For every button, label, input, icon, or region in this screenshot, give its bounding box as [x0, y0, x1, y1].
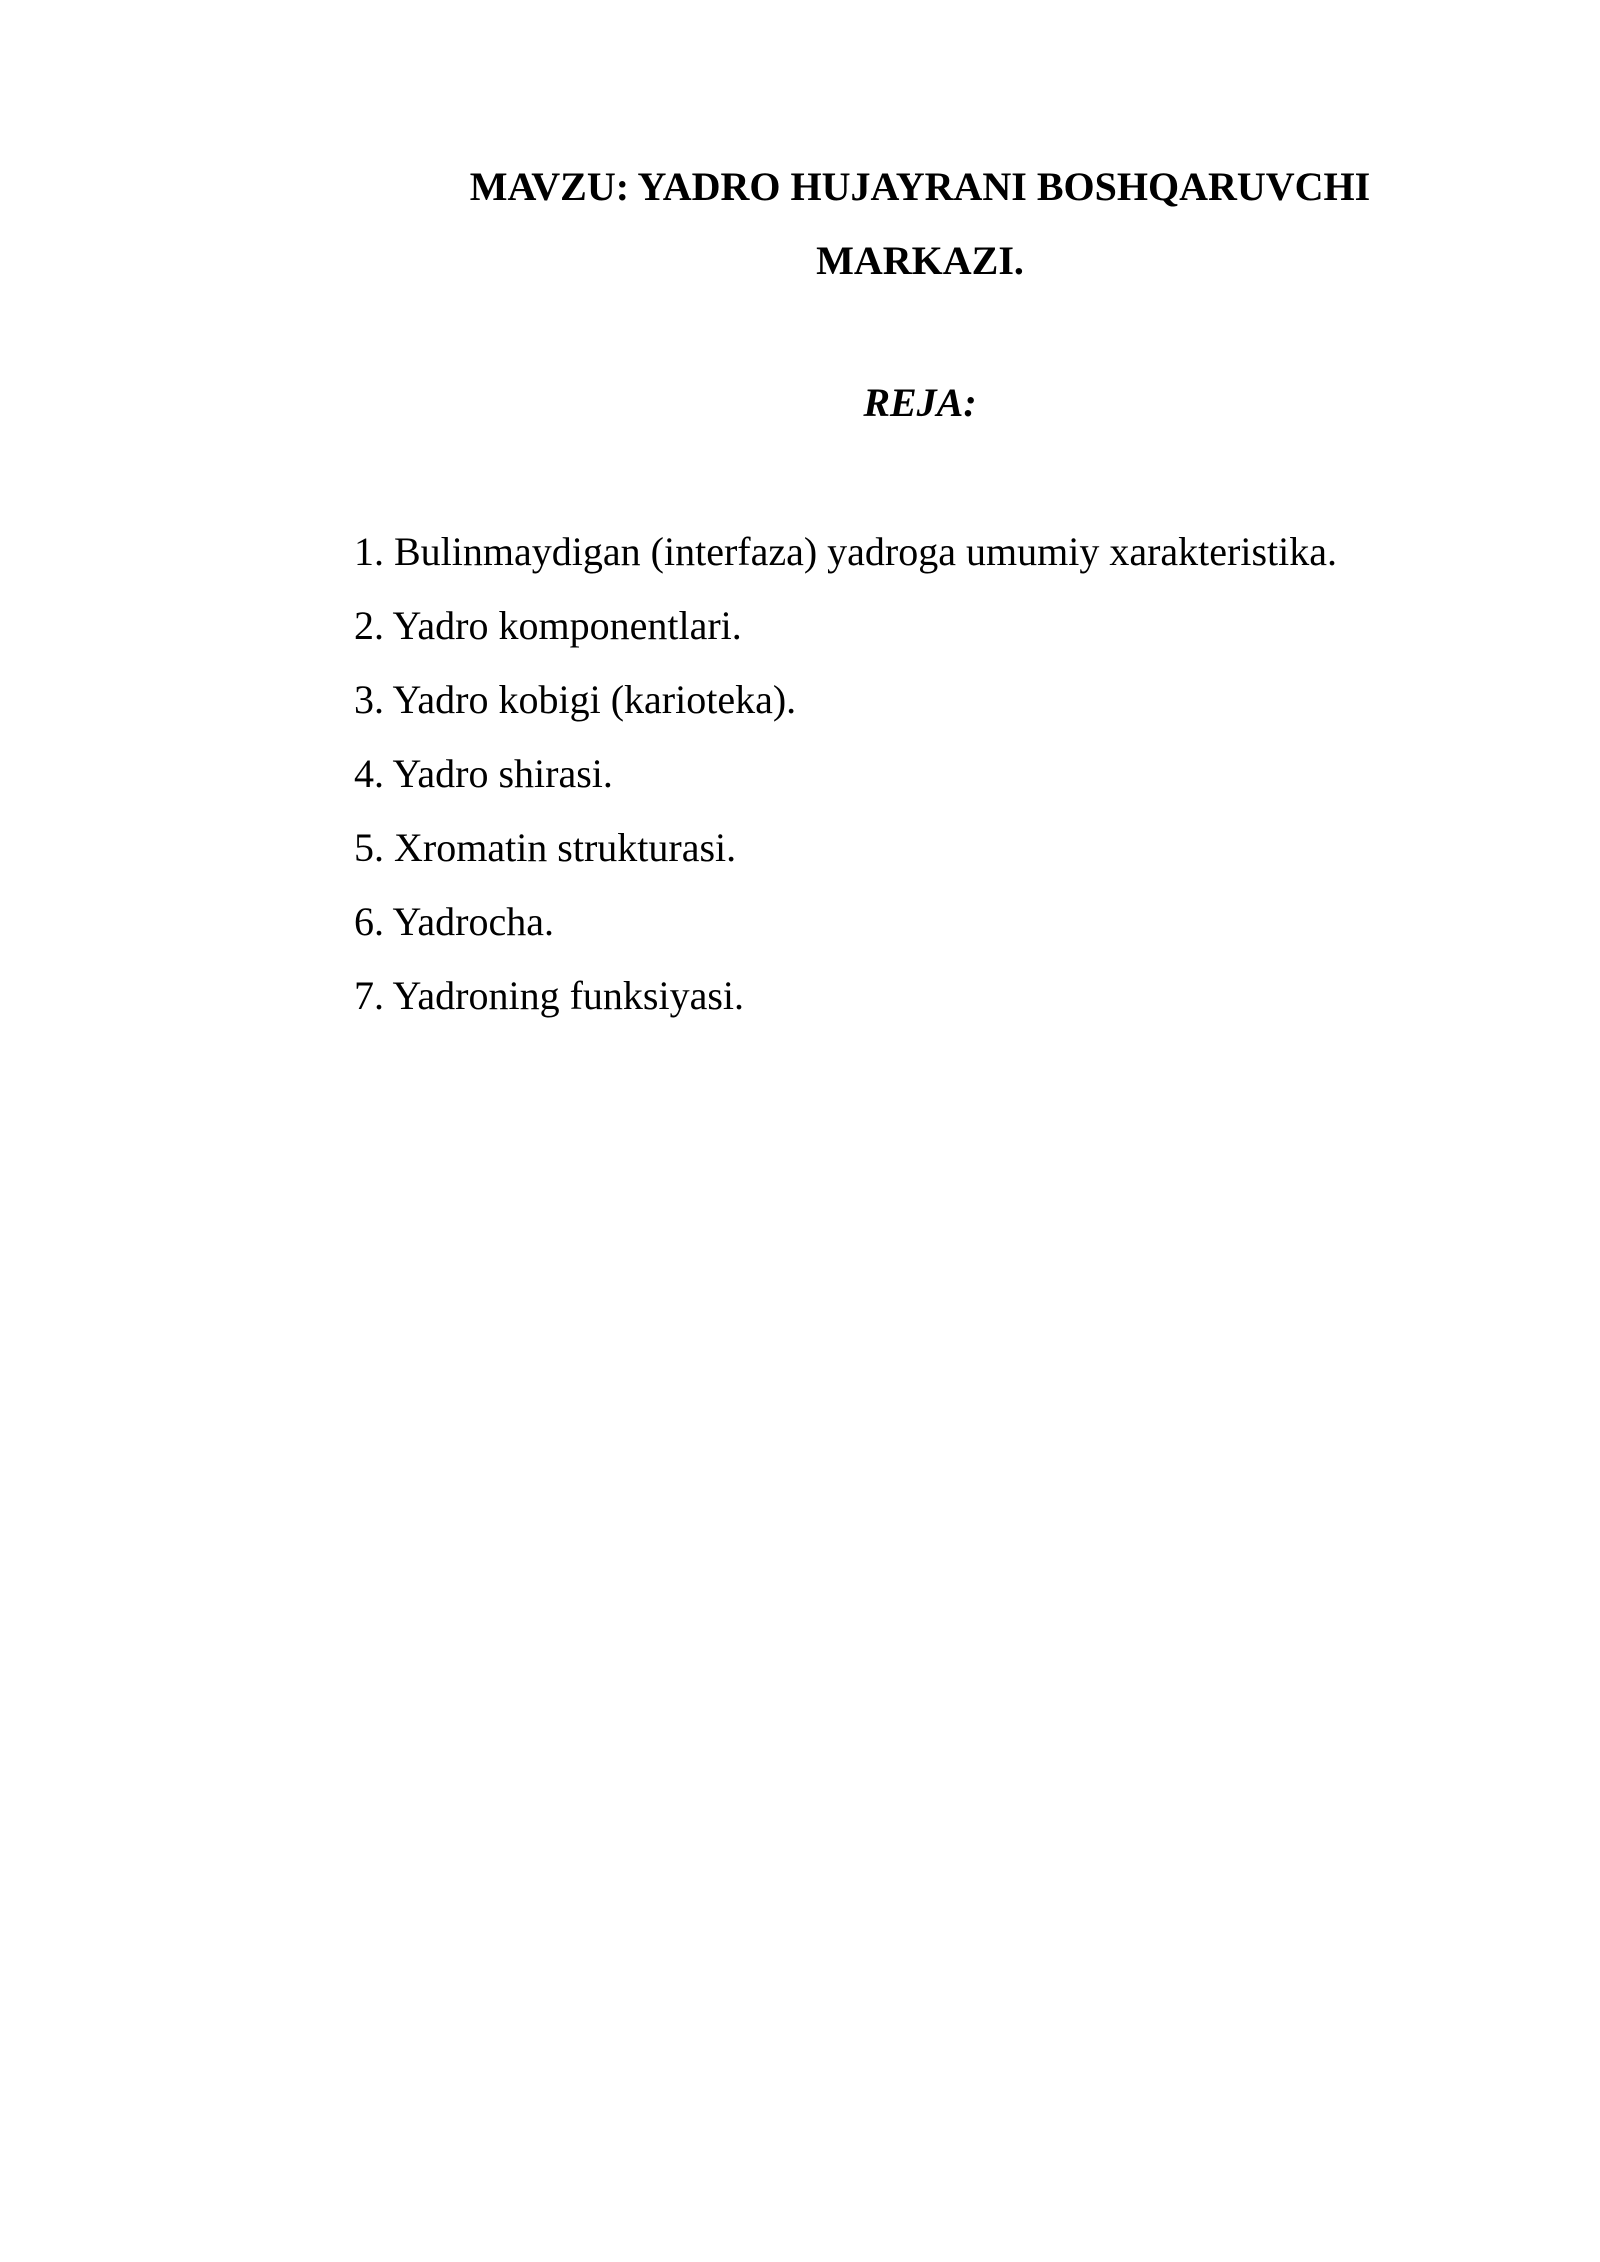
list-item-number: 4.: [354, 751, 384, 796]
title-line-1: MAVZU: YADRO HUJAYRANI BOSHQARUVCHI: [469, 164, 1371, 209]
list-item: [354, 959, 1337, 1033]
list-item-number: 5.: [354, 825, 384, 870]
list-item-number: 3.: [354, 677, 384, 722]
list-item: [354, 515, 1337, 589]
title-line-2: MARKAZI.: [816, 238, 1024, 283]
list-item-text: Xromatin strukturasi.: [394, 825, 737, 870]
list-item-text: Yadroning funksiyasi.: [392, 973, 745, 1018]
list-item: [354, 663, 1337, 737]
list-item-number: 1.: [354, 529, 384, 574]
list-item: [354, 811, 1337, 885]
list-item-text: Yadro komponentlari.: [392, 603, 742, 648]
list-item-number: 2.: [354, 603, 384, 648]
list-item: [354, 589, 1337, 663]
plan-list: [354, 515, 1337, 1033]
list-item-number: 7.: [354, 973, 384, 1018]
page-title: [380, 150, 1460, 298]
plan-heading: REJA:: [863, 380, 977, 425]
list-item-text: Yadrocha.: [392, 899, 554, 944]
list-item-text: Yadro shirasi.: [392, 751, 613, 796]
list-item-text: Yadro kobigi (karioteka).: [392, 677, 797, 722]
list-item-text: Bulinmaydigan (interfaza) yadroga umumiy xarakteristika.: [394, 529, 1338, 574]
list-item-number: 6.: [354, 899, 384, 944]
list-item: [354, 885, 1337, 959]
list-item: [354, 737, 1337, 811]
